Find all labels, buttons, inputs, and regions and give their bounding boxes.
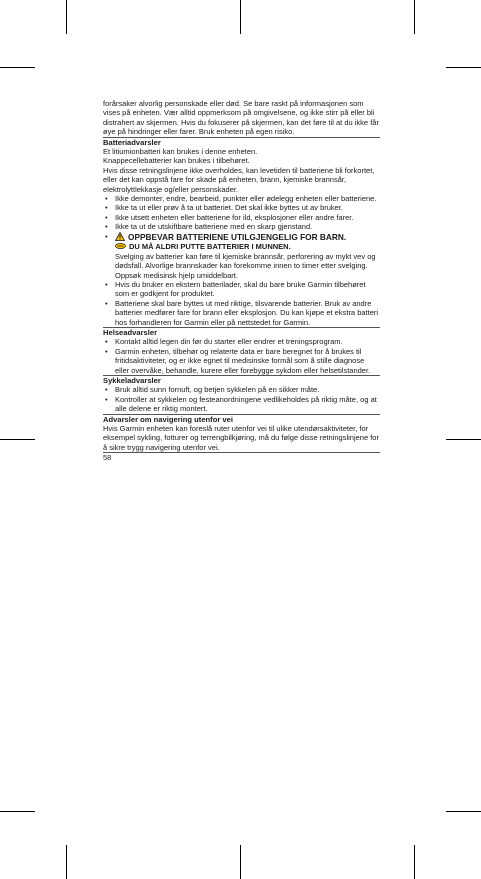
health-heading: Helseadvarsler bbox=[103, 327, 158, 337]
cycling-list bbox=[103, 385, 380, 413]
crop-mark bbox=[446, 439, 481, 440]
battery-paragraph: Et litiumionbatteri kan brukes i denne enheten. bbox=[103, 147, 258, 157]
warning-title: OPPBEVAR BATTERIENE UTILGJENGELIG FOR BARN. bbox=[128, 231, 347, 242]
offroad-paragraph: Hvis Garmin enheten kan foreslå ruter utenfor vei til ulike utendørsaktiviteter, for eksempel sykling, fotturer og terrengbilkjøring, må du følge disse retningslinjene for å sikre trygg navigering utenfor vei. bbox=[103, 424, 379, 452]
crop-mark bbox=[240, 845, 241, 879]
page-number: 58 bbox=[103, 453, 112, 463]
crop-mark bbox=[446, 811, 481, 812]
crop-mark bbox=[66, 0, 67, 34]
crop-mark bbox=[414, 0, 415, 34]
warning-title-line bbox=[115, 232, 380, 243]
list-item: • Kontakt alltid legen din før du starter eller endrer et treningsprogram. bbox=[105, 337, 343, 347]
list-item: • Garmin enheten, tilbehør og relaterte data er bare beregnet for å brukes til fritidsaktiviteter, og er ikke egnet til medisinske formål som å stille diagnose eller overvåke, behandle, kurere eller forebygge sykdom eller helsetilstander. bbox=[105, 346, 371, 375]
list-item: • Ikke utsett enheten eller batteriene for ild, eksplosjoner eller andre farer. bbox=[105, 212, 354, 222]
crop-mark bbox=[0, 67, 35, 68]
battery-paragraph: Knappecellebatterier kan brukes i tilbehøret. bbox=[103, 156, 250, 166]
warning-sub-line bbox=[115, 242, 380, 251]
crop-mark bbox=[446, 67, 481, 68]
cycling-heading: Sykkeladvarsler bbox=[103, 375, 161, 385]
offroad-heading: Advarsler om navigering utenfor vei bbox=[103, 414, 233, 424]
battery-heading: Batteriadvarsler bbox=[103, 137, 161, 147]
list-item: • OPPBEVAR BATTERIENE UTILGJENGELIG FOR BARN. DU MÅ ALDRI PUTTE BATTERIER I MUNNEN. Svelging av batterier kan føre til kjemiske brannsår, perforering av mykt vev og dødsfall. Alvorlige brannskader kan forekomme innen to timer etter svelging. Oppsøk medisinsk hjelp umiddelbart. bbox=[103, 232, 380, 280]
crop-mark bbox=[240, 0, 241, 34]
list-item: • Bruk alltid sunn fornuft, og betjen sykkelen på en sikker måte. bbox=[105, 385, 320, 395]
warning-triangle-icon bbox=[115, 232, 125, 241]
list-item: • Batteriene skal bare byttes ut med riktige, tilsvarende batterier. Bruk av andre batterier medfører fare for brann eller eksplosjon. Du kan kjøpe et ekstra batteri hos forhandleren for Garmin eller på nettstedet for Garmin. bbox=[105, 298, 379, 327]
battery-list bbox=[103, 194, 380, 327]
document-page bbox=[103, 99, 380, 463]
health-list bbox=[103, 337, 380, 375]
battery-paragraph: Hvis disse retningslinjene ikke overholdes, kan levetiden til batteriene bli forkortet, eller det kan oppstå fare for skade på enheten, brann, kjemiske brannsår, elektrolyttlekkasje og/eller personskader. bbox=[103, 165, 375, 194]
crop-mark bbox=[414, 845, 415, 879]
list-item: • Ikke ta ut eller prøv å ta ut batteriet. Det skal ikke byttes ut av bruker. bbox=[105, 203, 344, 213]
intro-paragraph: forårsaker alvorlig personskade eller død. Se bare raskt på informasjonen som vises på enheten. Vær alltid oppmerksom på omgivelsene, og ikke stirr på eller bli distrahert av skjermen. Hvis du fokuserer på skjermen, kan det føre til at du ikke får øye på hindringer eller farer. Bruk enheten på egen risiko. bbox=[103, 99, 379, 137]
crop-mark bbox=[0, 811, 35, 812]
crop-mark bbox=[66, 845, 67, 879]
list-item: • Hvis du bruker en ekstern batterilader, skal du bare bruke Garmin tilbehøret som er godkjent for produktet. bbox=[105, 279, 366, 299]
crop-mark bbox=[0, 439, 35, 440]
battery-mouth-icon bbox=[115, 243, 126, 249]
warning-sub: DU MÅ ALDRI PUTTE BATTERIER I MUNNEN. bbox=[129, 242, 291, 252]
list-item: • Kontroller at sykkelen og festeanordningene vedlikeholdes på riktig måte, og at alle delene er riktig montert. bbox=[105, 394, 377, 414]
list-item: • Ikke ta ut de utskiftbare batteriene med en skarp gjenstand. bbox=[105, 222, 313, 232]
warning-text: Svelging av batterier kan føre til kjemiske brannsår, perforering av mykt vev og dødsfall. Alvorlige brannskader kan forekomme innen to timer etter svelging. Oppsøk medisinsk hjelp umiddelbart. bbox=[115, 251, 376, 280]
list-item: • Ikke demonter, endre, bearbeid, punkter eller ødelegg enheten eller batteriene. bbox=[105, 194, 377, 204]
